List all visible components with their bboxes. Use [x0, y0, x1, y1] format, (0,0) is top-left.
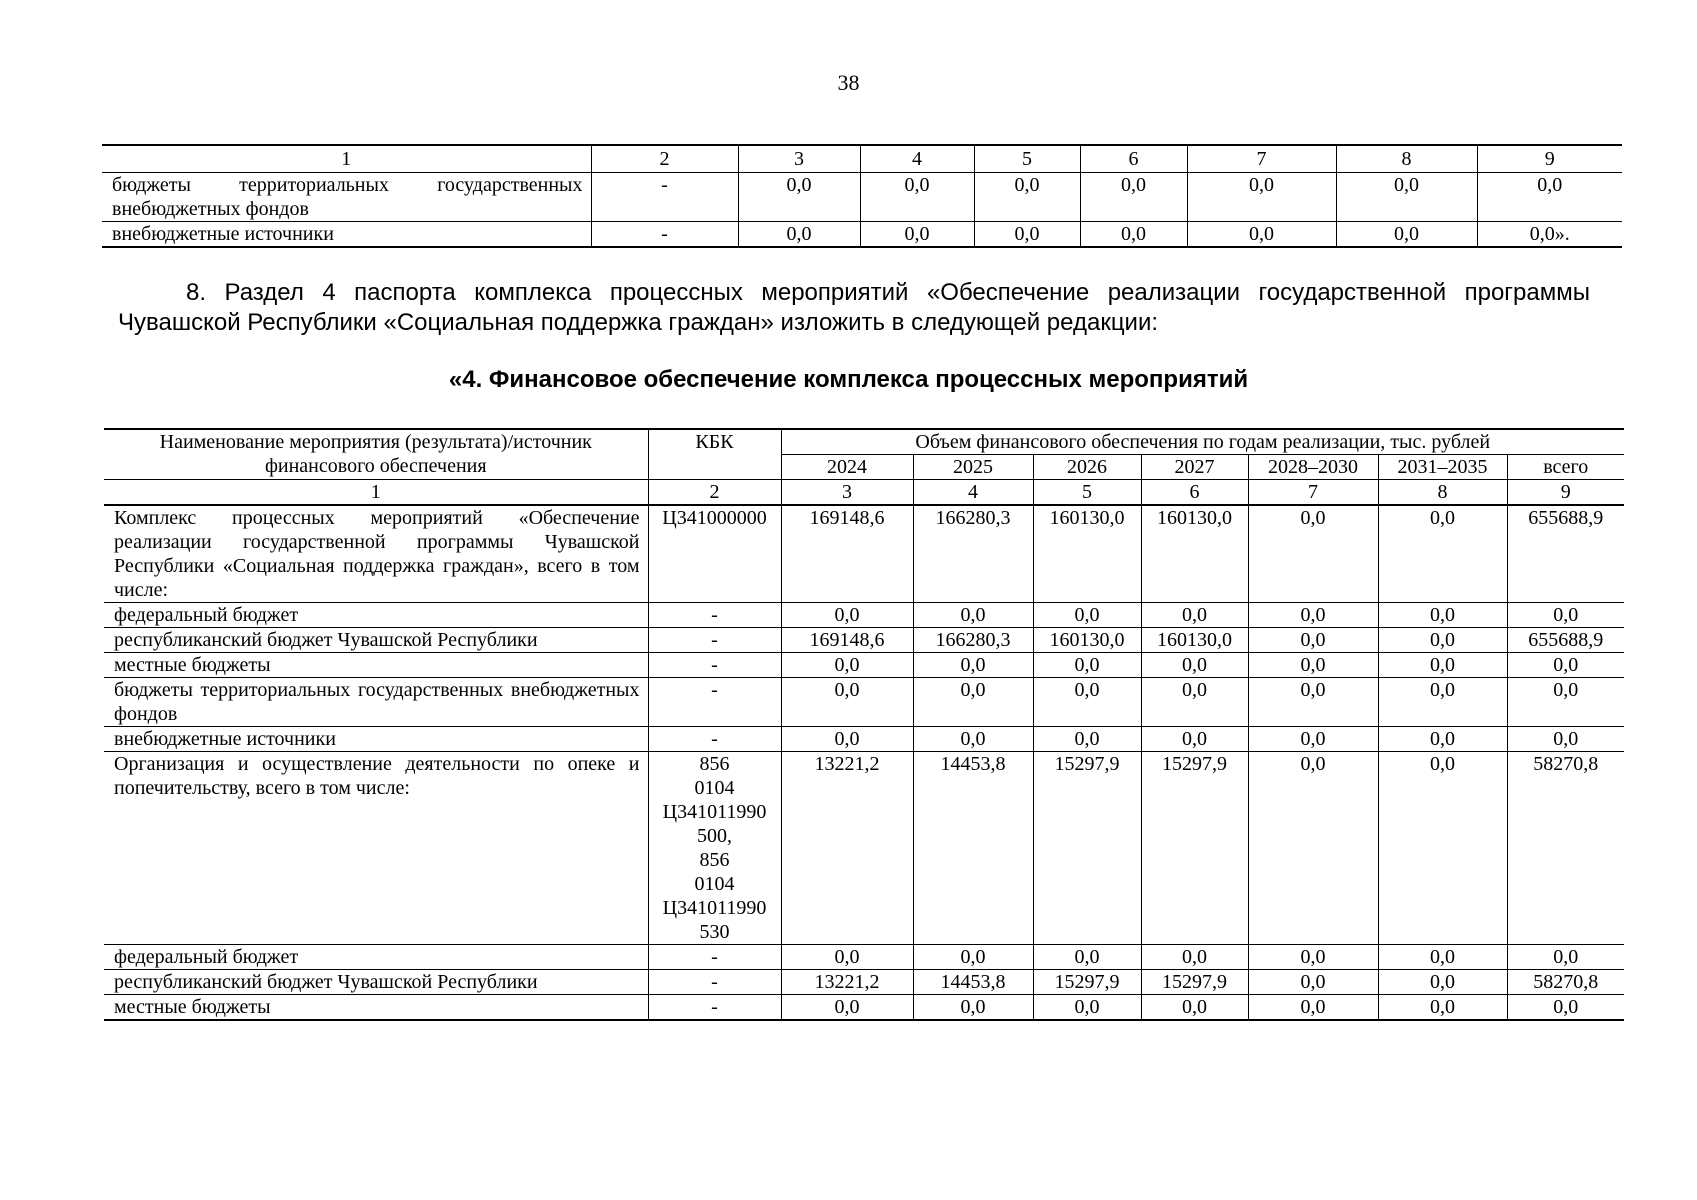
value-cell: 0,0	[860, 173, 974, 222]
row-kbk: -	[591, 222, 738, 248]
value-cell: 0,0	[1033, 945, 1141, 970]
value-cell: 0,0	[1378, 628, 1507, 653]
value-cell: 0,0	[781, 945, 913, 970]
table-row	[104, 945, 1624, 970]
table-row	[104, 653, 1624, 678]
value-cell: 0,0	[1248, 505, 1378, 603]
value-cell: 15297,9	[1033, 970, 1141, 995]
value-cell: 0,0	[1141, 995, 1248, 1021]
value-cell: 0,0	[1378, 603, 1507, 628]
value-cell: 0,0	[1378, 727, 1507, 752]
value-cell: 655688,9	[1507, 628, 1624, 653]
value-cell: 0,0	[913, 603, 1033, 628]
value-cell: 0,0	[1378, 505, 1507, 603]
value-cell: 655688,9	[1507, 505, 1624, 603]
column-number: 2	[591, 145, 738, 173]
value-cell: 0,0	[1248, 970, 1378, 995]
value-cell: 0,0	[1336, 222, 1477, 248]
value-cell: 0,0	[1378, 678, 1507, 727]
value-cell: 0,0	[1507, 945, 1624, 970]
value-cell: 0,0	[974, 173, 1080, 222]
row-kbk: -	[648, 603, 781, 628]
value-cell: 0,0	[1080, 222, 1187, 248]
value-cell: 0,0	[1033, 678, 1141, 727]
value-cell: 0,0	[1507, 995, 1624, 1021]
value-cell: 0,0	[1033, 727, 1141, 752]
value-cell: 0,0	[860, 222, 974, 248]
value-cell: 166280,3	[913, 505, 1033, 603]
value-cell: 0,0	[1248, 945, 1378, 970]
header-kbk-column: КБК	[648, 429, 781, 480]
value-cell: 0,0	[913, 678, 1033, 727]
value-cell: 0,0	[781, 653, 913, 678]
value-cell: 160130,0	[1141, 505, 1248, 603]
value-cell: 0,0	[1248, 678, 1378, 727]
value-cell: 160130,0	[1033, 505, 1141, 603]
value-cell: 166280,3	[913, 628, 1033, 653]
value-cell: 15297,9	[1141, 970, 1248, 995]
value-cell: 15297,9	[1033, 752, 1141, 945]
column-number-row	[104, 480, 1624, 506]
continuation-table	[102, 144, 1622, 248]
table-row	[104, 970, 1624, 995]
value-cell: 0,0	[1187, 222, 1336, 248]
column-number: 6	[1141, 480, 1248, 506]
value-cell: 0,0	[1141, 603, 1248, 628]
row-kbk: -	[591, 173, 738, 222]
value-cell: 58270,8	[1507, 752, 1624, 945]
column-number: 4	[913, 480, 1033, 506]
value-cell: 0,0	[1248, 653, 1378, 678]
table-row	[102, 222, 1622, 248]
value-cell: 0,0	[1187, 173, 1336, 222]
row-kbk: -	[648, 995, 781, 1021]
column-number: 1	[102, 145, 591, 173]
row-name: республиканский бюджет Чувашской Республики	[104, 970, 648, 995]
table-row	[104, 628, 1624, 653]
financing-table	[104, 428, 1624, 1021]
column-number: 1	[104, 480, 648, 506]
value-cell: 0,0	[781, 727, 913, 752]
value-cell: 0,0	[1477, 173, 1622, 222]
header-year: 2027	[1141, 455, 1248, 480]
amendment-paragraph: 8. Раздел 4 паспорта комплекса процессных мероприятий «Обеспечение реализации государственной программы Чувашской Республики «Социальная поддержка граждан» изложить в следующей редакции:	[118, 279, 1590, 336]
header-year: 2024	[781, 455, 913, 480]
value-cell: 0,0	[913, 653, 1033, 678]
header-year: 2031–2035	[1378, 455, 1507, 480]
value-cell: 0,0	[738, 173, 860, 222]
value-cell: 160130,0	[1033, 628, 1141, 653]
header-name-column: Наименование мероприятия (результата)/источник финансового обеспечения	[104, 429, 648, 480]
column-number: 8	[1378, 480, 1507, 506]
column-number-row	[102, 145, 1622, 173]
column-number: 3	[781, 480, 913, 506]
value-cell: 0,0	[1033, 653, 1141, 678]
row-name: бюджеты территориальных государственных внебюджетных фондов	[102, 173, 591, 222]
value-cell: 0,0	[781, 995, 913, 1021]
column-number: 4	[860, 145, 974, 173]
value-cell: 0,0	[738, 222, 860, 248]
value-cell: 13221,2	[781, 752, 913, 945]
section-title: «4. Финансовое обеспечение комплекса процессных мероприятий	[448, 366, 1249, 393]
row-name: внебюджетные источники	[102, 222, 591, 248]
value-cell: 0,0	[1141, 678, 1248, 727]
header-total: всего	[1507, 455, 1624, 480]
column-number: 6	[1080, 145, 1187, 173]
value-cell: 0,0	[1248, 995, 1378, 1021]
value-cell: 15297,9	[1141, 752, 1248, 945]
row-name: внебюджетные источники	[104, 727, 648, 752]
value-cell: 0,0	[1033, 995, 1141, 1021]
value-cell: 160130,0	[1141, 628, 1248, 653]
header-year: 2028–2030	[1248, 455, 1378, 480]
row-name: местные бюджеты	[104, 995, 648, 1021]
header-volume-column: Объем финансового обеспечения по годам реализации, тыс. рублей	[781, 429, 1624, 455]
table-row	[104, 727, 1624, 752]
value-cell: 0,0	[1080, 173, 1187, 222]
value-cell: 0,0	[1141, 653, 1248, 678]
row-kbk: -	[648, 945, 781, 970]
row-kbk: -	[648, 628, 781, 653]
value-cell: 0,0	[1248, 603, 1378, 628]
table-row	[104, 752, 1624, 945]
value-cell: 14453,8	[913, 970, 1033, 995]
column-number: 9	[1477, 145, 1622, 173]
column-number: 8	[1336, 145, 1477, 173]
row-name: Организация и осуществление деятельности по опеке и попечительству, всего в том числе:	[104, 752, 648, 945]
value-cell: 169148,6	[781, 505, 913, 603]
column-number: 5	[1033, 480, 1141, 506]
value-cell: 0,0	[1507, 678, 1624, 727]
row-name: местные бюджеты	[104, 653, 648, 678]
value-cell: 0,0	[913, 945, 1033, 970]
value-cell: 0,0	[1141, 727, 1248, 752]
value-cell: 0,0	[1248, 628, 1378, 653]
value-cell: 13221,2	[781, 970, 913, 995]
row-kbk: -	[648, 653, 781, 678]
value-cell: 0,0	[974, 222, 1080, 248]
row-kbk: -	[648, 970, 781, 995]
value-cell: 169148,6	[781, 628, 913, 653]
value-cell: 0,0	[1507, 653, 1624, 678]
column-number: 3	[738, 145, 860, 173]
header-year: 2025	[913, 455, 1033, 480]
row-name: федеральный бюджет	[104, 945, 648, 970]
table-row	[104, 603, 1624, 628]
column-number: 7	[1248, 480, 1378, 506]
table-row	[104, 995, 1624, 1021]
value-cell: 0,0».	[1477, 222, 1622, 248]
column-number: 5	[974, 145, 1080, 173]
value-cell: 0,0	[1378, 995, 1507, 1021]
table-row	[104, 678, 1624, 727]
column-number: 2	[648, 480, 781, 506]
value-cell: 0,0	[1033, 603, 1141, 628]
value-cell: 0,0	[781, 603, 913, 628]
row-name: бюджеты территориальных государственных внебюджетных фондов	[104, 678, 648, 727]
row-name: Комплекс процессных мероприятий «Обеспечение реализации государственной программы Чувашской Республики «Социальная поддержка граждан», всего в том числе:	[104, 505, 648, 603]
row-kbk: Ц341000000	[648, 505, 781, 603]
value-cell: 0,0	[781, 678, 913, 727]
column-number: 7	[1187, 145, 1336, 173]
row-kbk: -	[648, 678, 781, 727]
value-cell: 0,0	[1248, 727, 1378, 752]
value-cell: 0,0	[1378, 653, 1507, 678]
value-cell: 0,0	[1378, 945, 1507, 970]
value-cell: 0,0	[913, 727, 1033, 752]
column-number: 9	[1507, 480, 1624, 506]
row-kbk: 856 0104 Ц341011990 500, 856 0104 Ц341011990 530	[648, 752, 781, 945]
value-cell: 0,0	[1507, 603, 1624, 628]
row-name: республиканский бюджет Чувашской Республики	[104, 628, 648, 653]
header-year: 2026	[1033, 455, 1141, 480]
value-cell: 0,0	[913, 995, 1033, 1021]
value-cell: 0,0	[1378, 752, 1507, 945]
page-number: 38	[837, 70, 860, 95]
value-cell: 0,0	[1336, 173, 1477, 222]
table-row	[102, 173, 1622, 222]
header-row	[104, 429, 1624, 455]
row-kbk: -	[648, 727, 781, 752]
table-row	[104, 505, 1624, 603]
row-name: федеральный бюджет	[104, 603, 648, 628]
value-cell: 0,0	[1248, 752, 1378, 945]
value-cell: 14453,8	[913, 752, 1033, 945]
value-cell: 58270,8	[1507, 970, 1624, 995]
value-cell: 0,0	[1378, 970, 1507, 995]
value-cell: 0,0	[1507, 727, 1624, 752]
value-cell: 0,0	[1141, 945, 1248, 970]
